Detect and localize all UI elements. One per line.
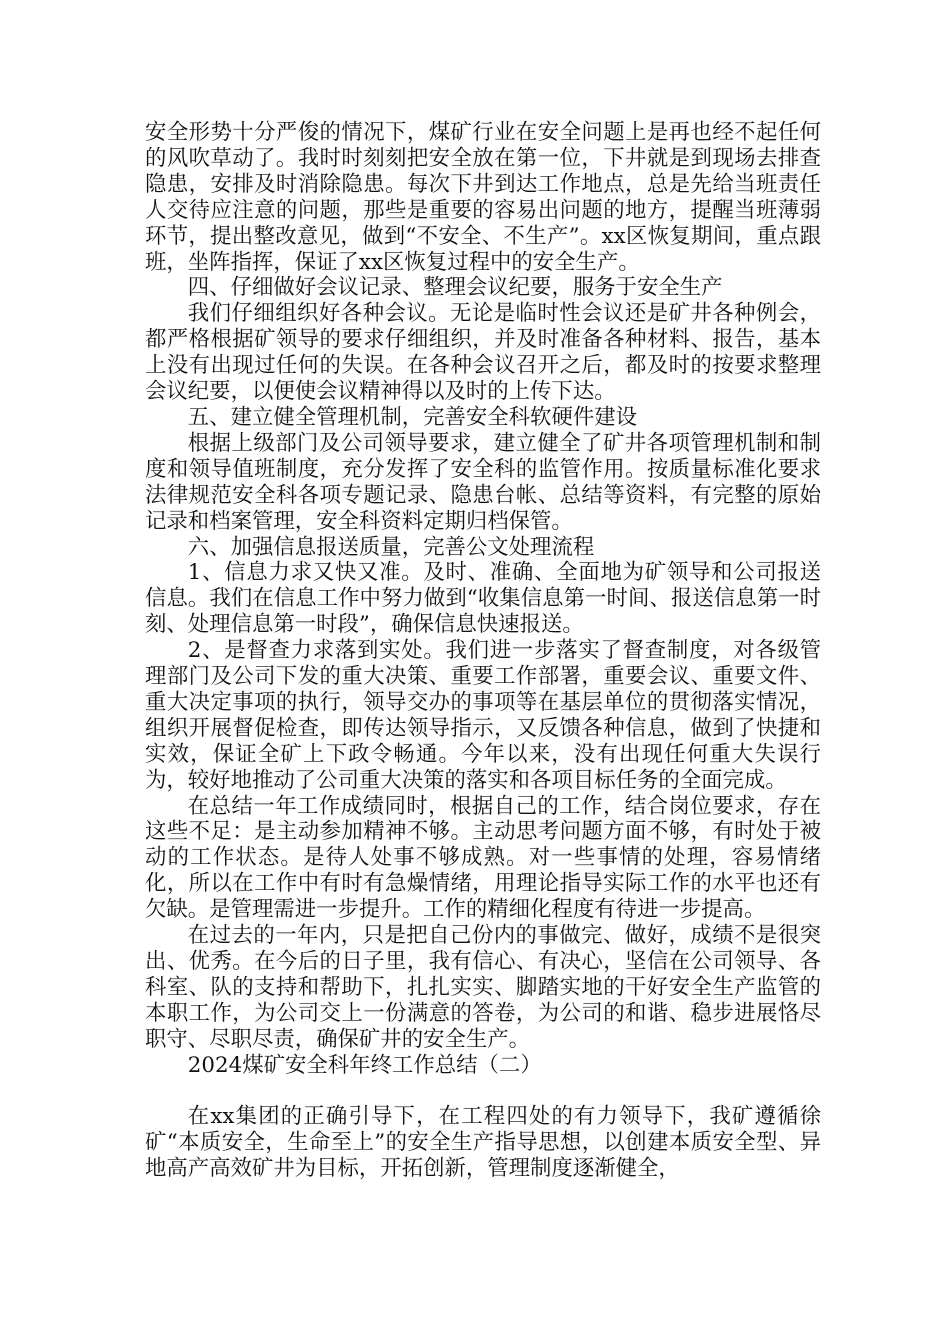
section-heading-six: 六、加强信息报送质量，完善公文处理流程 xyxy=(187,534,595,560)
paragraph-shortcomings: 在总结一年工作成绩同时，根据自己的工作，结合岗位要求，存在这些不足：是主动参加精神不够。主动思考问题方面不够，有时处于被动的工作状态。是待人处事不够成熟。对一些事情的处理，容易情绪化，所以在工作中有时有急燥情绪，用理论指导实际工作的水平也还有欠缺。是管理需进一步提升。工作的精细化程度有待进一步提高。 xyxy=(145,793,821,923)
paragraph-info-reporting: 1、信息力求又快又准。及时、准确、全面地为矿领导和公司报送信息。我们在信息工作中努力做到“收集信息第一时间、报送信息第一时刻、处理信息第一时段”，确保信息快速报送。 xyxy=(145,560,821,638)
paragraph-supervision: 2、是督查力求落到实处。我们进一步落实了督查制度，对各级管理部门及公司下发的重大决策、重要工作部署，重要会议、重要文件、重大决定事项的执行，领导交办的事项等在基层单位的贯彻落实情况，组织开展督促检查，即传达领导指示，又反馈各种信息，做到了快捷和实效，保证全矿上下政令畅通。今年以来，没有出现任何重大失误行为，较好地推动了公司重大决策的落实和各项目标任务的全面完成。 xyxy=(145,638,821,793)
paragraph-second-summary-intro: 在xx集团的正确引导下，在工程四处的有力领导下，我矿遵循徐矿“本质安全，生命至上”的安全生产指导思想，以创建本质安全型、异地高产高效矿井为目标，开拓创新，管理制度逐渐健全， xyxy=(145,1104,821,1182)
blank-line xyxy=(145,1079,821,1105)
document-body xyxy=(145,120,821,1182)
paragraph-safety-situation: 安全形势十分严俊的情况下，煤矿行业在安全问题上是再也经不起任何的风吹草动了。我时时刻刻把安全放在第一位，下井就是到现场去排查隐患，安排及时消除隐患。每次下井到达工作地点，总是先给当班责任人交待应注意的问题，那些是重要的容易出问题的地方，提醒当班薄弱环节，提出整改意见，做到“不安全、不生产”。xx区恢复期间，重点跟班，坐阵指挥，保证了xx区恢复过程中的安全生产。 xyxy=(145,120,821,275)
section-heading-five: 五、建立健全管理机制，完善安全科软硬件建设 xyxy=(187,404,638,430)
document-subtitle: 2024煤矿安全科年终工作总结（二） xyxy=(187,1052,542,1078)
paragraph-management: 根据上级部门及公司领导要求，建立健全了矿井各项管理机制和制度和领导值班制度，充分发挥了安全科的监管作用。按质量标准化要求法律规范安全科各项专题记录、隐患台帐、总结等资料，有完整的原始记录和档案管理，安全科资料定期归档保管。 xyxy=(145,430,821,534)
section-heading-four: 四、仔细做好会议记录、整理会议纪要，服务于安全生产 xyxy=(187,275,723,301)
paragraph-outlook: 在过去的一年内，只是把自己份内的事做完、做好，成绩不是很突出、优秀。在今后的日子里，我有信心、有决心，坚信在公司领导、各科室、队的支持和帮助下，扎扎实实、脚踏实地的干好安全生产监管的本职工作，为公司交上一份满意的答卷，为公司的和谐、稳步进展恪尽职守、尽职尽责，确保矿井的安全生产。 xyxy=(145,923,821,1052)
paragraph-meetings: 我们仔细组织好各种会议。无论是临时性会议还是矿井各种例会，都严格根据矿领导的要求仔细组织，并及时准备各种材料、报告，基本上没有出现过任何的失误。在各种会议召开之后，都及时的按要求整理会议纪要，以便使会议精神得以及时的上传下达。 xyxy=(145,301,821,405)
